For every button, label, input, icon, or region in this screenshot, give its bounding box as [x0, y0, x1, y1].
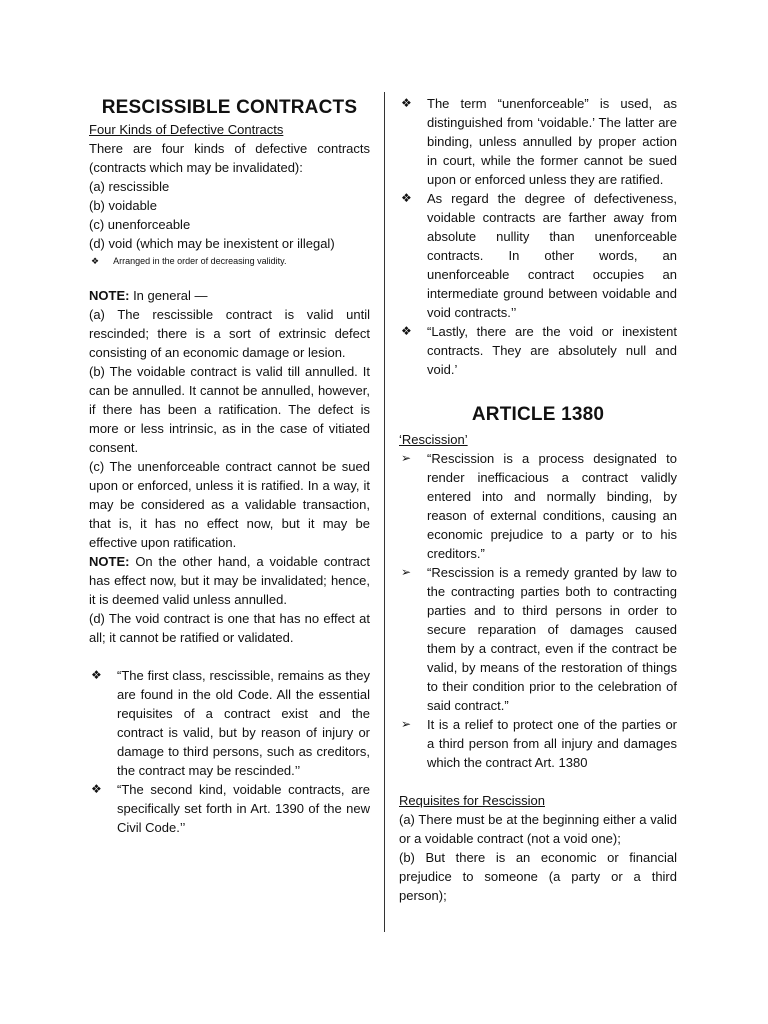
order-note	[89, 255, 370, 267]
requisites-title: Requisites for Rescission	[399, 793, 545, 808]
rescission-point: “Rescission is a process designated to render inefficacious a contract validly entered into and normally binding, by reason of external conditions, causing an economic prejudice to a party or to his creditors.”	[427, 451, 677, 561]
rescission-point: It is a relief to protect one of the parties or a third person from all injury and damages which the contract Art. 1380	[427, 717, 677, 770]
list-item	[399, 563, 677, 715]
section-subtitle: Four Kinds of Defective Contracts	[89, 122, 284, 137]
left-quote-list	[89, 666, 370, 837]
page-title: RESCISSIBLE CONTRACTS	[101, 97, 358, 118]
list-item	[399, 189, 677, 322]
list-item	[89, 780, 370, 837]
quote-text: “The first class, rescissible, remains as they are found in the old Code. All the essential requisites of a contract exist and the contract is valid, but by reason of injury or damage to third persons, such as creditors, the contract may be rescinded.’’	[117, 668, 370, 778]
list-item	[89, 666, 370, 780]
list-item	[399, 322, 677, 379]
quote-text: “The second kind, voidable contracts, are specifically set forth in Art. 1390 of the new Civil Code.’’	[117, 782, 370, 835]
kind-item: (b) voidable	[89, 198, 157, 213]
right-column	[399, 94, 677, 905]
quote-text: The term “unenforceable” is used, as distinguished from ‘voidable.’ The latter are binding, unless annulled by proper action in court, while the former cannot be sued upon or enforced unless they are ratified.	[427, 96, 677, 187]
paragraph-b: (b) The voidable contract is valid till annulled. It can be annulled. It cannot be annulled, however, if there has been a ratification. The defect is more or less intrinsic, as in the case of vitiated consent.	[89, 364, 370, 455]
diamond-bullet-icon: ❖	[91, 668, 102, 682]
intro-paragraph: There are four kinds of defective contracts (contracts which may be invalidated):	[89, 141, 370, 175]
note2-paragraph	[89, 552, 370, 609]
right-quote-list	[399, 94, 677, 379]
rescission-label: ‘Rescission’	[399, 432, 468, 447]
kind-item: (c) unenforceable	[89, 217, 191, 232]
order-note-text: Arranged in the order of decreasing validity.	[113, 256, 287, 266]
article-title: ARTICLE 1380	[471, 404, 605, 425]
left-column	[89, 0, 370, 837]
arrow-bullet-icon: ➢	[401, 451, 412, 465]
note-label: NOTE:	[89, 288, 130, 303]
list-item	[399, 94, 677, 189]
requisite-a: (a) There must be at the beginning either a valid or a voidable contract (not a void one);	[399, 812, 677, 846]
diamond-bullet-icon: ❖	[91, 782, 102, 796]
paragraph-d: (d) The void contract is one that has no effect at all; it cannot be ratified or validated.	[89, 611, 370, 645]
diamond-bullet-icon: ❖	[401, 191, 412, 205]
paragraph-c: (c) The unenforceable contract cannot be sued upon or enforced, unless it is ratified. In a way, it may be considered as a validable transaction, that is, it has no effect now, but it may be effective upon ratification.	[89, 459, 370, 550]
note-line	[89, 286, 370, 305]
arrow-bullet-icon: ➢	[401, 717, 412, 731]
rescission-list	[399, 449, 677, 772]
diamond-bullet-icon: ❖	[401, 324, 412, 338]
kind-item: (d) void (which may be inexistent or illegal)	[89, 236, 335, 251]
diamond-bullet-icon: ❖	[401, 96, 412, 110]
column-divider	[384, 92, 385, 932]
quote-text: As regard the degree of defectiveness, voidable contracts are farther away from absolute nullity than unenforceable contracts. In other words, an unenforceable contract occupies an intermediate ground between voidable and void contracts.’’	[427, 191, 677, 320]
note-text: In general —	[129, 288, 208, 303]
note2-label: NOTE:	[89, 554, 130, 569]
list-item	[399, 715, 677, 772]
note2-text: On the other hand, a voidable contract has effect now, but it may be invalidated; hence, it is deemed valid unless annulled.	[89, 554, 370, 607]
diamond-bullet-icon: ❖	[91, 256, 100, 266]
rescission-point: “Rescission is a remedy granted by law to the contracting parties both to contracting parties and to third persons in order to secure reparation of damages caused them by a contract, even if the contract be valid, by means of the restoration of things to their condition prior to the celebration of said contract.”	[427, 565, 677, 713]
kind-item: (a) rescissible	[89, 179, 170, 194]
requisite-b: (b) But there is an economic or financial prejudice to someone (a party or a third person);	[399, 850, 677, 903]
arrow-bullet-icon: ➢	[401, 565, 412, 579]
list-item	[399, 449, 677, 563]
quote-text: “Lastly, there are the void or inexistent contracts. They are absolutely null and void.’	[427, 324, 677, 377]
paragraph-a: (a) The rescissible contract is valid until rescinded; there is a sort of extrinsic defect consisting of an economic damage or lesion.	[89, 307, 370, 360]
